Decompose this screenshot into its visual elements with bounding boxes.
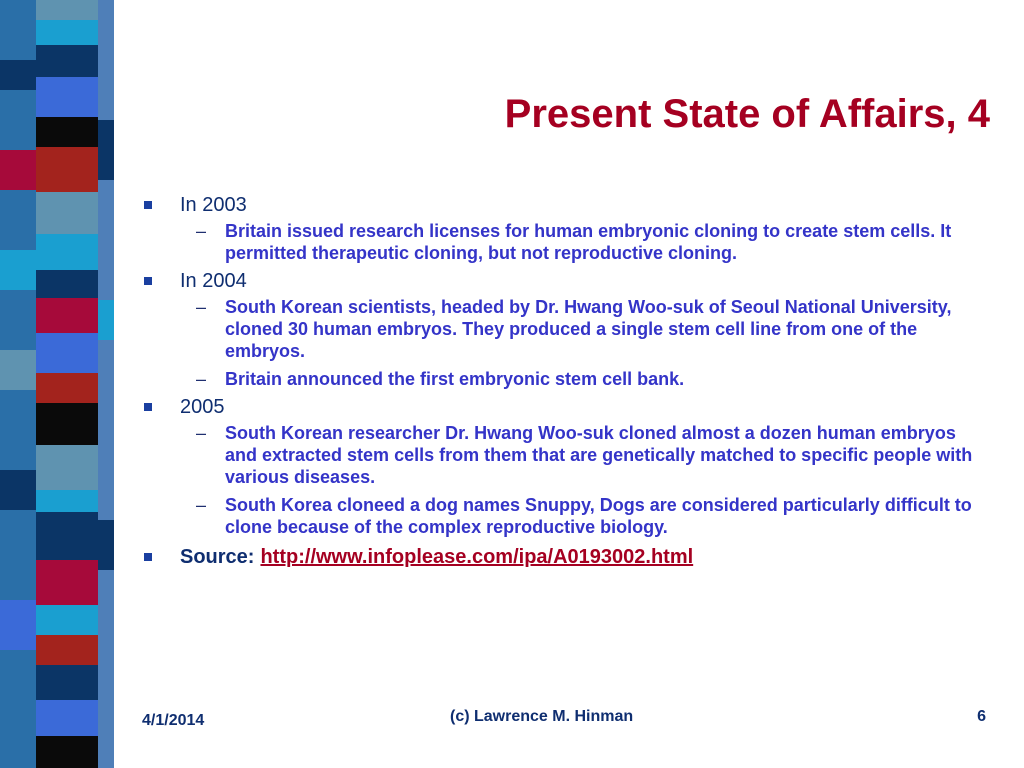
- bar: [36, 117, 98, 147]
- bar: [0, 60, 36, 90]
- bar: [36, 298, 98, 333]
- slide-content: [144, 189, 984, 570]
- dash-bullet-icon: –: [196, 495, 207, 515]
- sub-list-item-text: South Korean scientists, headed by Dr. Hwang Woo-suk of Seoul National University, cloned 30 human embryos. They produced a single stem cell line from one of the embryos.: [225, 297, 952, 361]
- bar: [36, 635, 98, 665]
- sub-list-item-text: Britain announced the first embryonic stem cell bank.: [225, 369, 685, 389]
- bar: [36, 0, 98, 20]
- bar: [36, 605, 98, 635]
- sub-list-item-text: Britain issued research licenses for human embryonic cloning to create stem cells. It permitted therapeutic cloning, but not reproductive cloning.: [225, 221, 952, 263]
- bar: [0, 350, 36, 390]
- source-link[interactable]: http://www.infoplease.com/ipa/A0193002.html: [260, 546, 694, 568]
- bar: [36, 736, 98, 768]
- sub-list-item: [144, 422, 984, 488]
- dash-bullet-icon: –: [196, 369, 207, 389]
- square-bullet-icon: [144, 277, 152, 285]
- bar: [36, 560, 98, 605]
- bar: [36, 270, 98, 298]
- slide-title: Present State of Affairs, 4: [504, 92, 990, 136]
- dash-bullet-icon: –: [196, 221, 207, 241]
- bar: [36, 490, 98, 512]
- footer-date: 4/1/2014: [142, 712, 205, 729]
- list-item-label: 2005: [180, 396, 225, 418]
- bar: [0, 600, 36, 650]
- list-item: [144, 268, 984, 294]
- bar: [36, 234, 98, 270]
- bar: [0, 470, 36, 510]
- bar: [98, 520, 114, 570]
- square-bullet-icon: [144, 553, 152, 561]
- square-bullet-icon: [144, 403, 152, 411]
- bar: [36, 665, 98, 700]
- bar: [0, 150, 36, 190]
- sub-list-item-text: South Korean researcher Dr. Hwang Woo-suk cloned almost a dozen human embryos and extracted stem cells from them that are genetically matched to specific people with various diseases.: [225, 423, 973, 487]
- list-item-label: In 2003: [180, 194, 247, 216]
- source-item: [144, 544, 984, 570]
- list-item-label: In 2004: [180, 270, 247, 292]
- source-label: Source:: [180, 546, 255, 568]
- decorative-side-bars: [0, 0, 120, 768]
- sub-list-item-text: South Korea cloneed a dog names Snuppy, Dogs are considered particularly difficult to clone because of the complex reproductive biology.: [225, 495, 972, 537]
- bar: [36, 192, 98, 234]
- sub-list-item: [144, 220, 984, 264]
- list-item: [144, 394, 984, 420]
- bar: [36, 45, 98, 77]
- bar: [36, 147, 98, 192]
- bar: [98, 300, 114, 340]
- bar: [0, 250, 36, 290]
- bar: [36, 373, 98, 403]
- bar: [36, 403, 98, 445]
- page-number: 6: [977, 708, 986, 725]
- bar: [36, 445, 98, 490]
- bar: [36, 512, 98, 560]
- bar: [98, 0, 114, 768]
- square-bullet-icon: [144, 201, 152, 209]
- bar: [98, 120, 114, 180]
- sub-list-item: [144, 296, 984, 362]
- bar: [36, 700, 98, 736]
- sub-list-item: [144, 368, 984, 390]
- bar: [36, 333, 98, 373]
- bar: [36, 20, 98, 45]
- dash-bullet-icon: –: [196, 297, 207, 317]
- list-item: [144, 192, 984, 218]
- footer-copyright: (c) Lawrence M. Hinman: [450, 708, 634, 725]
- dash-bullet-icon: –: [196, 423, 207, 443]
- bar: [36, 77, 98, 117]
- sub-list-item: [144, 494, 984, 538]
